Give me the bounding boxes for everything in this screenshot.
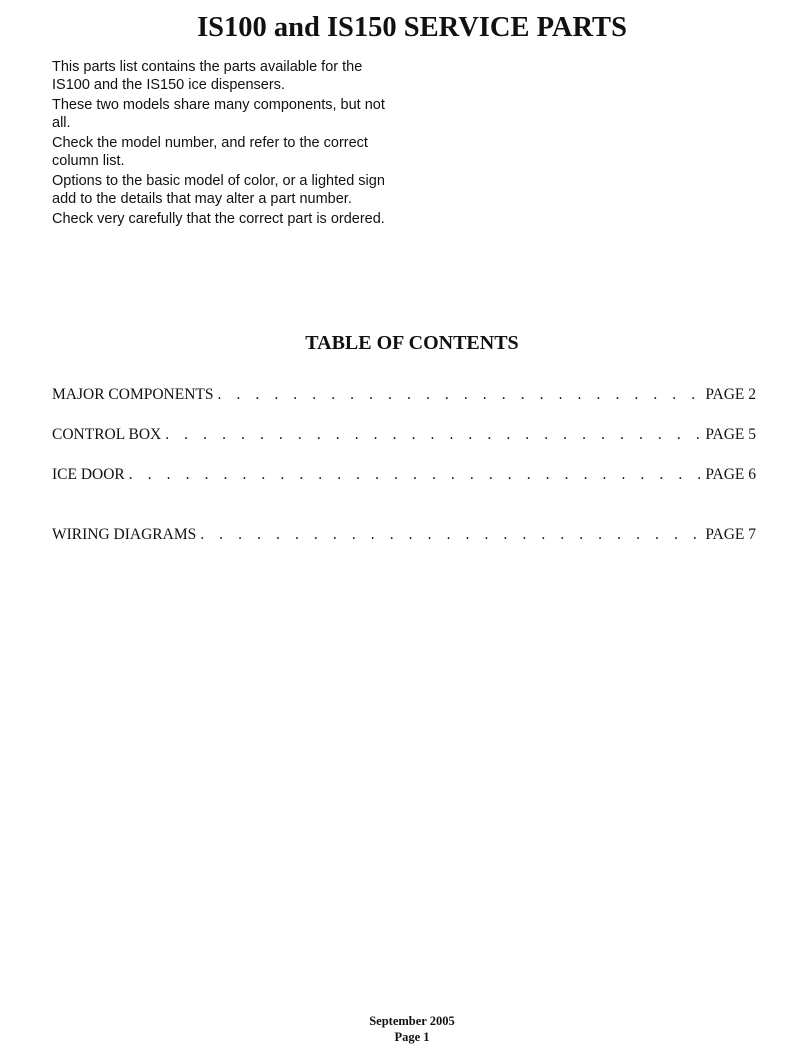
toc-entry-ice-door[interactable] <box>52 465 756 485</box>
toc-entry-label: CONTROL BOX <box>52 426 162 443</box>
toc-entry-control-box[interactable] <box>52 425 756 445</box>
toc-entry-page: PAGE 6 <box>705 466 756 483</box>
toc-heading: TABLE OF CONTENTS <box>305 332 519 354</box>
toc-entry-label: WIRING DIAGRAMS <box>52 526 197 543</box>
intro-paragraph: These two models share many components, but not all. <box>52 97 385 131</box>
toc-leader-dots <box>129 465 704 485</box>
page-footer <box>0 1014 808 1045</box>
footer-date: September 2005 <box>369 1014 455 1028</box>
footer-page-number: Page 1 <box>394 1029 430 1044</box>
toc-entry-page: PAGE 2 <box>705 386 756 403</box>
intro-text <box>52 59 397 232</box>
intro-paragraph: Options to the basic model of color, or a lighted sign add to the details that may alter a part number. <box>52 173 385 207</box>
intro-paragraph: Check very carefully that the correct part is ordered. <box>52 211 385 227</box>
toc-entry-wiring-diagrams[interactable] <box>52 525 756 545</box>
intro-paragraph: Check the model number, and refer to the correct column list. <box>52 135 368 169</box>
toc-entry-label: ICE DOOR <box>52 466 125 483</box>
toc-entry-page: PAGE 7 <box>705 526 756 543</box>
toc-entry-major-components[interactable] <box>52 385 756 405</box>
intro-paragraph: This parts list contains the parts available for the IS100 and the IS150 ice dispensers. <box>52 59 363 93</box>
toc-leader-dots <box>165 425 703 445</box>
toc-entry-page: PAGE 5 <box>705 426 756 443</box>
toc-leader-dots <box>218 385 704 405</box>
page-title: IS100 and IS150 SERVICE PARTS <box>197 12 627 43</box>
toc-leader-dots <box>200 525 703 545</box>
toc-entry-label: MAJOR COMPONENTS <box>52 386 214 403</box>
